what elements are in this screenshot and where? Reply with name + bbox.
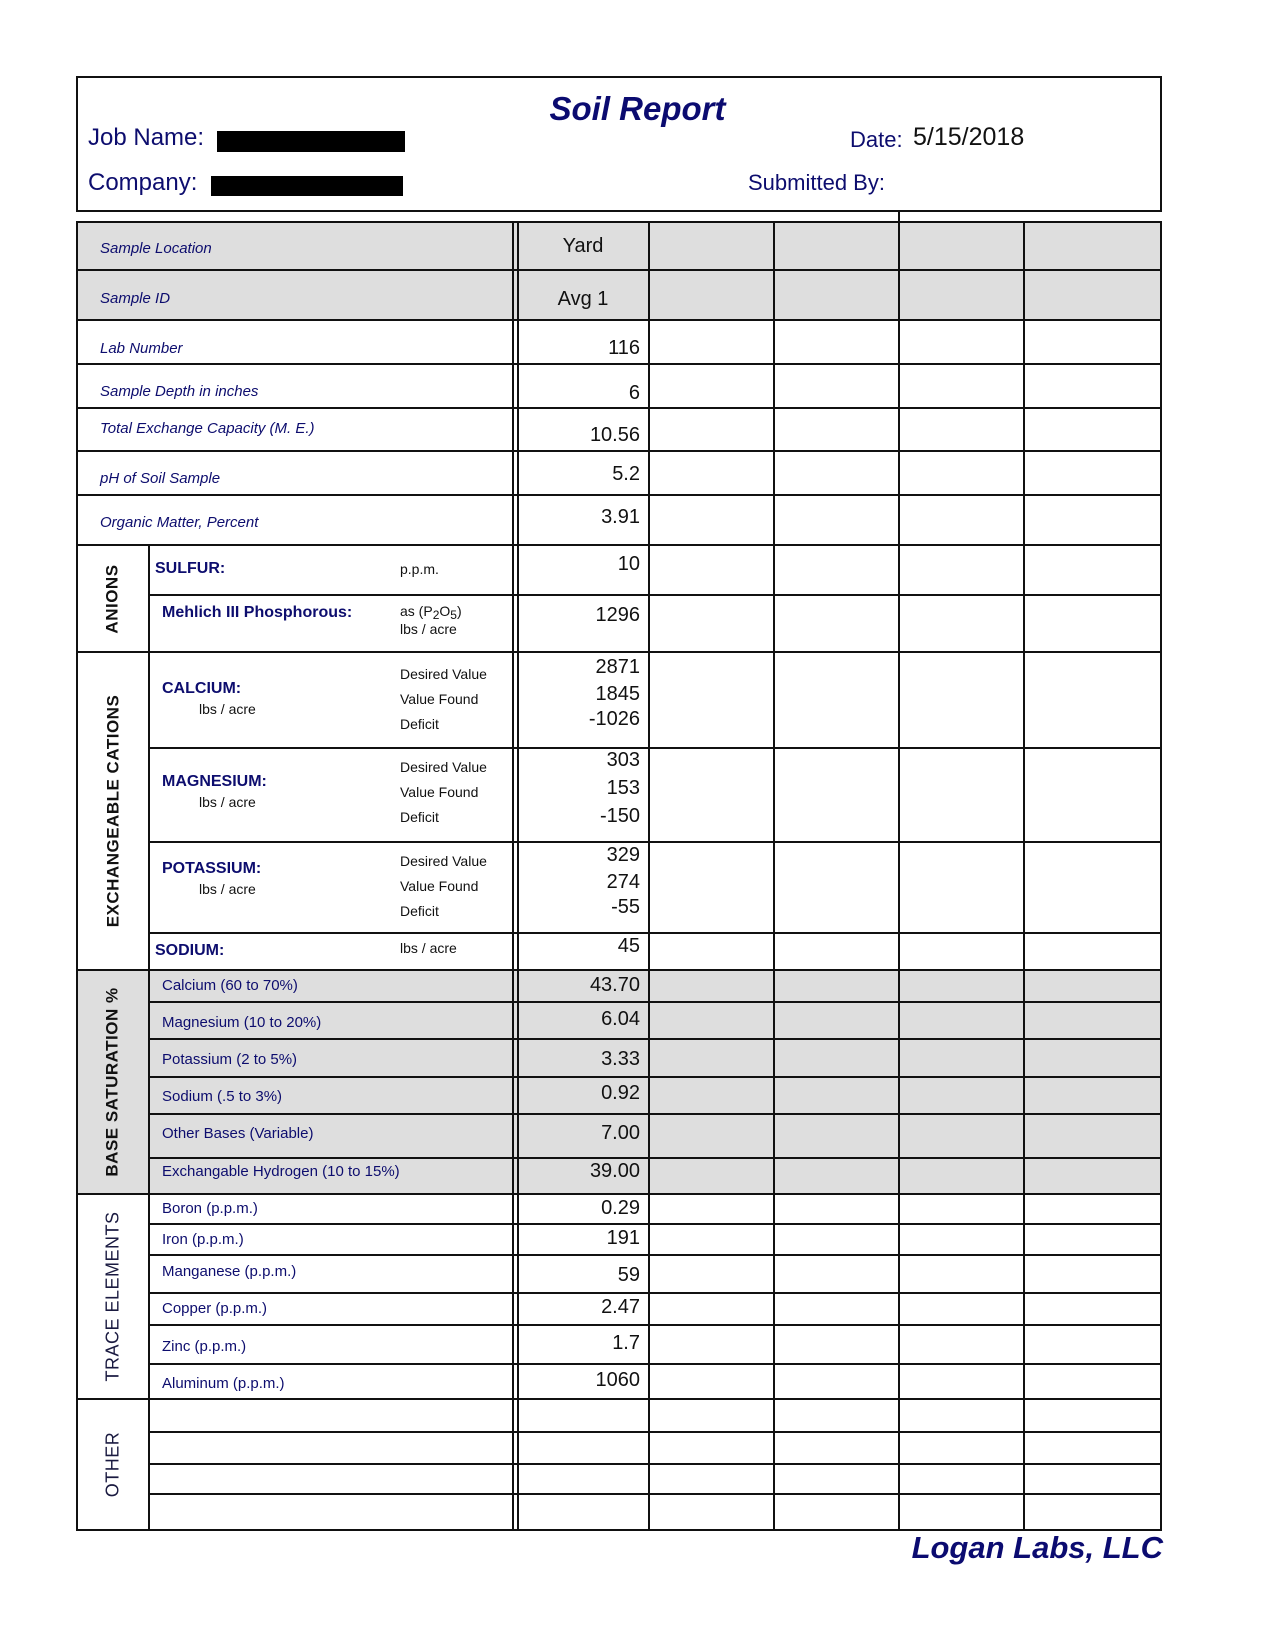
section-base-saturation-label: BASE SATURATION %: [103, 987, 122, 1177]
zinc-value: 1.7: [612, 1332, 640, 1354]
phosphorous-label: Mehlich III Phosphorous:: [162, 604, 353, 621]
section-cations-label: EXCHANGEABLE CATIONS: [103, 694, 122, 928]
boron-value: 0.29: [601, 1197, 640, 1219]
manganese-value: 59: [617, 1264, 640, 1286]
row-rule: [148, 1493, 1162, 1495]
section-rule: [76, 1193, 1162, 1195]
sulfur-label: SULFUR:: [155, 560, 226, 577]
base-sat-sodium-label: Sodium (.5 to 3%): [162, 1088, 283, 1105]
row-rule: [148, 1431, 1162, 1433]
sodium-unit: lbs / acre: [400, 940, 457, 956]
calcium-unit: lbs / acre: [199, 701, 256, 717]
boron-label: Boron (p.p.m.): [162, 1200, 258, 1217]
calcium-found-value: 1845: [595, 683, 640, 705]
row-rule: [148, 1001, 1162, 1003]
lab-name-footer: Logan Labs, LLC: [911, 1530, 1163, 1565]
label-divider-rule-a: [512, 221, 514, 1531]
row-rule: [148, 594, 1162, 596]
base-sat-magnesium-label: Magnesium (10 to 20%): [162, 1014, 322, 1031]
section-anions: [78, 546, 148, 651]
label-divider-rule-b: [517, 221, 519, 1531]
section-trace-elements-label: TRACE ELEMENTS: [102, 1211, 123, 1382]
row-rule: [148, 1463, 1162, 1465]
base-sat-hydrogen-value: 39.00: [589, 1160, 640, 1182]
magnesium-label: MAGNESIUM:: [162, 773, 267, 790]
ph-label: pH of Soil Sample: [100, 470, 221, 487]
row-rule: [76, 407, 1162, 409]
base-sat-magnesium-value: 6.04: [601, 1008, 640, 1030]
potassium-unit: lbs / acre: [199, 881, 256, 897]
organic-matter-label: Organic Matter, Percent: [100, 514, 259, 531]
base-sat-sodium-value: 0.92: [601, 1082, 640, 1104]
base-sat-potassium-value: 3.33: [601, 1048, 640, 1070]
row-rule: [148, 1113, 1162, 1115]
zinc-label: Zinc (p.p.m.): [162, 1338, 247, 1355]
lab-number-value: 116: [608, 337, 640, 359]
row-rule: [76, 494, 1162, 496]
calcium-label: CALCIUM:: [162, 680, 242, 697]
magnesium-unit: lbs / acre: [199, 794, 256, 810]
row-rule: [76, 450, 1162, 452]
job-name-redacted-value: [217, 131, 405, 152]
total-exchange-capacity-label: Total Exchange Capacity (M. E.): [100, 420, 315, 437]
sodium-label: SODIUM:: [155, 942, 225, 959]
section-other: [78, 1400, 148, 1529]
section-anions-label: ANIONS: [103, 563, 122, 634]
table-right-rule: [1160, 221, 1162, 1531]
potassium-found-label: Value Found: [400, 878, 479, 894]
row-rule: [148, 1254, 1162, 1256]
iron-label: Iron (p.p.m.): [162, 1231, 244, 1248]
phosphorous-unit-sub-5: 5: [450, 608, 457, 622]
magnesium-deficit-value: -150: [599, 805, 640, 827]
sulfur-value: 10: [617, 553, 640, 575]
lab-number-label: Lab Number: [100, 340, 183, 357]
company-redacted-value: [211, 176, 403, 196]
ph-value: 5.2: [612, 463, 640, 485]
sample-col-rule-2: [773, 221, 775, 1531]
section-cations: [78, 653, 148, 969]
magnesium-desired-value: 303: [606, 749, 640, 771]
row-rule: [148, 1223, 1162, 1225]
magnesium-deficit-label: Deficit: [400, 809, 439, 825]
aluminum-label: Aluminum (p.p.m.): [162, 1375, 285, 1392]
magnesium-found-label: Value Found: [400, 784, 479, 800]
section-trace-elements: [78, 1195, 148, 1398]
row-rule: [148, 1038, 1162, 1040]
phosphorous-unit-o: O: [439, 603, 451, 619]
base-sat-other-bases-value: 7.00: [601, 1122, 640, 1144]
calcium-deficit-value: -1026: [588, 708, 640, 730]
section-rule: [76, 651, 1162, 653]
phosphorous-unit: [400, 603, 462, 638]
phosphorous-unit-line2: lbs / acre: [400, 621, 457, 637]
calcium-found-label: Value Found: [400, 691, 479, 707]
table-top-rule: [76, 221, 1162, 223]
date-label: Date:: [850, 127, 903, 152]
row-rule: [148, 1076, 1162, 1078]
phosphorous-value: 1296: [595, 604, 640, 626]
sample-col-rule-3: [898, 221, 900, 1531]
row-rule: [148, 1363, 1162, 1365]
section-rule: [76, 1398, 1162, 1400]
section-rule: [76, 969, 1162, 971]
sample-col-rule-1: [648, 221, 650, 1531]
total-exchange-capacity-value: 10.56: [589, 424, 640, 446]
potassium-deficit-label: Deficit: [400, 903, 439, 919]
row-rule: [148, 841, 1162, 843]
base-sat-hydrogen-label: Exchangable Hydrogen (10 to 15%): [162, 1163, 400, 1180]
row-rule: [148, 747, 1162, 749]
sample-location-label: Sample Location: [100, 240, 212, 257]
potassium-desired-value: 329: [606, 844, 640, 866]
row-rule: [148, 932, 1162, 934]
organic-matter-value: 3.91: [601, 506, 640, 528]
manganese-label: Manganese (p.p.m.): [162, 1263, 297, 1280]
sodium-value: 45: [617, 935, 640, 957]
copper-value: 2.47: [601, 1296, 640, 1318]
calcium-deficit-label: Deficit: [400, 716, 439, 732]
row-rule: [148, 1324, 1162, 1326]
phosphorous-unit-suffix: ): [456, 603, 462, 619]
sample-depth-label: Sample Depth in inches: [100, 383, 259, 400]
copper-label: Copper (p.p.m.): [162, 1300, 268, 1317]
calcium-desired-value: 2871: [595, 656, 640, 678]
base-sat-other-bases-label: Other Bases (Variable): [162, 1125, 314, 1142]
row-rule: [148, 1157, 1162, 1159]
potassium-found-value: 274: [606, 871, 640, 893]
report-title: Soil Report: [549, 90, 726, 127]
base-sat-potassium-label: Potassium (2 to 5%): [162, 1051, 298, 1068]
aluminum-value: 1060: [595, 1369, 640, 1391]
magnesium-desired-label: Desired Value: [400, 759, 487, 775]
potassium-deficit-value: -55: [611, 896, 640, 918]
job-name-label: Job Name:: [88, 124, 205, 151]
row-rule: [148, 1292, 1162, 1294]
base-sat-calcium-label: Calcium (60 to 70%): [162, 977, 298, 994]
sample-col-rule-4: [1023, 221, 1025, 1531]
magnesium-found-value: 153: [606, 777, 640, 799]
sample-id-value: Avg 1: [557, 288, 609, 310]
row-rule: [76, 269, 1162, 271]
sulfur-unit: p.p.m.: [400, 561, 439, 577]
sample-id-label: Sample ID: [100, 290, 171, 307]
section-base-saturation: [78, 971, 148, 1193]
base-sat-calcium-value: 43.70: [589, 974, 640, 996]
phosphorous-unit-prefix: as (P: [400, 603, 433, 619]
company-label: Company:: [88, 169, 198, 196]
iron-value: 191: [606, 1227, 640, 1249]
potassium-label: POTASSIUM:: [162, 860, 262, 877]
section-other-label: OTHER: [102, 1431, 123, 1498]
row-rule: [76, 363, 1162, 365]
row-rule: [76, 319, 1162, 321]
section-rule: [76, 544, 1162, 546]
calcium-desired-label: Desired Value: [400, 666, 487, 682]
potassium-desired-label: Desired Value: [400, 853, 487, 869]
sample-location-value: Yard: [562, 235, 604, 257]
phosphorous-unit-sub-2: 2: [432, 608, 440, 622]
submitted-by-label: Submitted By:: [748, 170, 885, 195]
sample-depth-value: 6: [628, 382, 640, 404]
date-value: 5/15/2018: [913, 123, 1025, 151]
